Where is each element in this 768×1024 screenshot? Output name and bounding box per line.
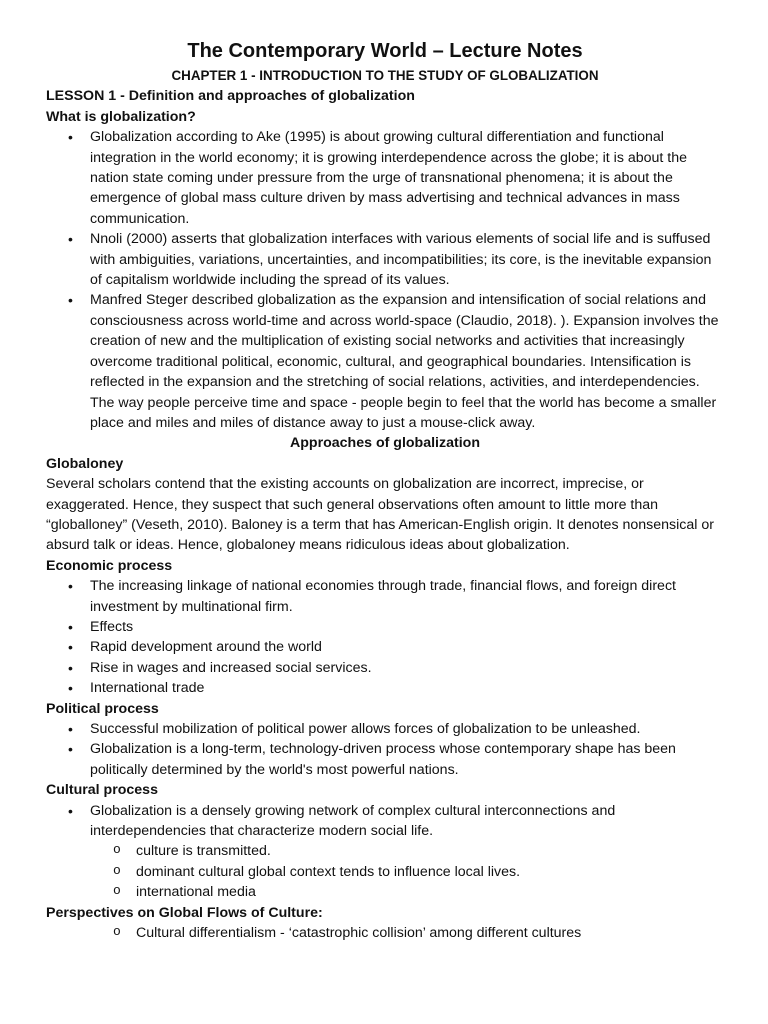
- perspectives-heading: Perspectives on Global Flows of Culture:: [46, 904, 323, 921]
- perspectives-sublist: [46, 923, 724, 943]
- list-item: • Globalization according to Ake (1995) is about growing cultural differentiation and functional integration in the world economy; it is growing interdependence across the globe; it is about the nation state coming under pressure from the urge of transnational phenomena; it is about the emergence of global mass culture driven by mass advertising and technical advances in mass communication.: [46, 127, 724, 229]
- list-item: • Globalization is a long-term, technology-driven process whose contemporary shape has been politically determined by the world's most powerful nations.: [46, 739, 724, 780]
- chapter-heading: CHAPTER 1 - INTRODUCTION TO THE STUDY OF GLOBALIZATION: [171, 68, 599, 83]
- globaloney-paragraph: Several scholars contend that the existing accounts on globalization are incorrect, imprecise, or exaggerated. Hence, they suspect that such general observations often amount to little more than “globalloney” (Veseth, 2010). Baloney is a term that has American-English origin. It denotes nonsensical or absurd talk or ideas. Hence, globaloney means ridiculous ideas about globalization.: [46, 476, 714, 554]
- list-item: • International trade: [46, 678, 724, 698]
- sub-list-item: o culture is transmitted.: [46, 841, 724, 861]
- list-item: • The increasing linkage of national economies through trade, financial flows, and foreign direct investment by multinational firm.: [46, 576, 724, 617]
- cultural-process-heading: Cultural process: [46, 782, 158, 799]
- document-title: The Contemporary World – Lecture Notes: [187, 40, 583, 62]
- political-process-heading: Political process: [46, 700, 159, 717]
- sub-list-item: o international media: [46, 882, 724, 902]
- approaches-heading: Approaches of globalization: [290, 435, 480, 452]
- economic-list: [46, 576, 724, 698]
- globaloney-heading: Globaloney: [46, 455, 124, 472]
- sub-list-item: o dominant cultural global context tends to influence local lives.: [46, 862, 724, 882]
- economic-process-heading: Economic process: [46, 557, 173, 574]
- list-item: • Manfred Steger described globalization as the expansion and intensification of social relations and consciousness across world-time and across world-space (Claudio, 2018). ). Expansion involves the creation of new and the multiplication of existing social networks and activities that increasingly overcome traditional political, economic, cultural, and geographical boundaries. Intensification is reflected in the expansion and the stretching of social relations, activities, and interdependencies. The way people perceive time and space - people begin to feel that the world has become a smaller place and miles and miles of distance away to just a mouse-click away.: [46, 290, 724, 433]
- list-item: • Rise in wages and increased social services.: [46, 658, 724, 678]
- cultural-list: [46, 801, 724, 842]
- list-item: • Globalization is a densely growing network of complex cultural interconnections and interdependencies that characterize modern social life.: [46, 801, 724, 842]
- list-item: • Successful mobilization of political power allows forces of globalization to be unleashed.: [46, 719, 724, 739]
- sub-list-item: o Cultural differentialism - ‘catastrophic collision’ among different cultures: [46, 923, 724, 943]
- what-is-globalization-heading: What is globalization?: [46, 108, 196, 125]
- list-item: • Rapid development around the world: [46, 637, 724, 657]
- list-item: • Effects: [46, 617, 724, 637]
- lesson-heading: LESSON 1 - Definition and approaches of globalization: [46, 88, 415, 105]
- cultural-sublist: [46, 841, 724, 902]
- list-item: • Nnoli (2000) asserts that globalization interfaces with various elements of social life and is suffused with ambiguities, variations, uncertainties, and incompatibilities; its core, is the inevitable expansion of capitalism worldwide including the spread of its values.: [46, 229, 724, 290]
- definitions-list: [46, 127, 724, 433]
- political-list: [46, 719, 724, 780]
